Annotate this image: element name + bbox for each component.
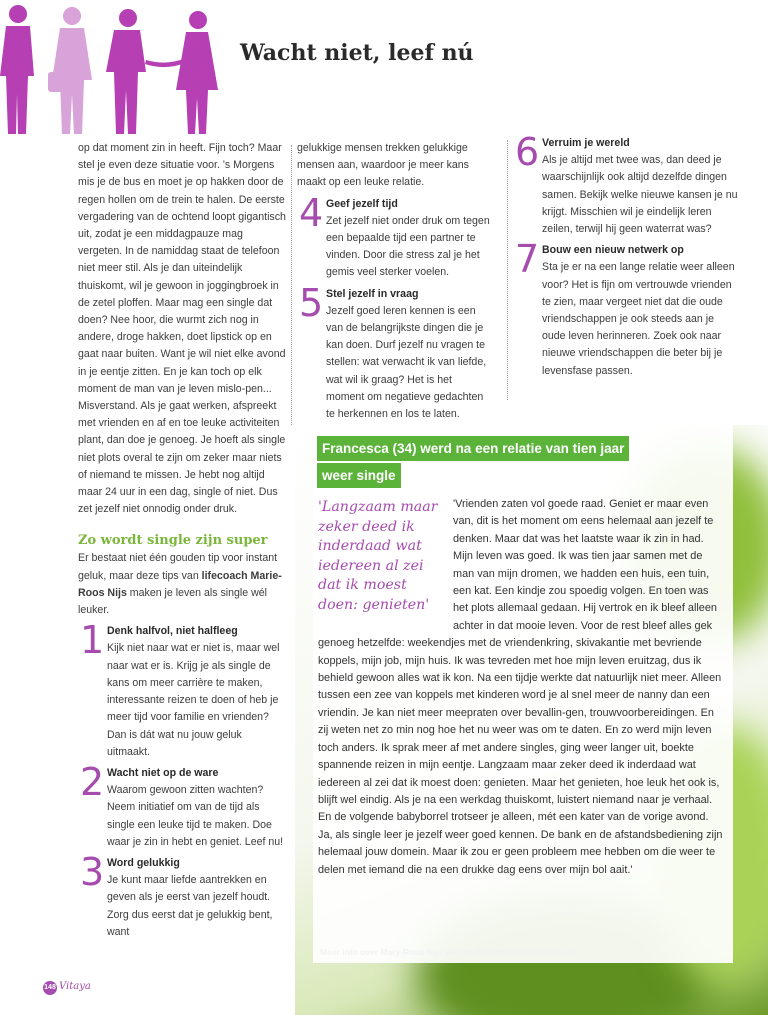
tip-heading: Denk halfvol, niet halfleeg: [107, 625, 238, 638]
tip-1: [78, 618, 286, 761]
tip-text: Je kunt maar liefde aantrekken en geven als je eerst van jezelf houdt. Zorg dus eerst dat je gelukkig bent, want: [107, 874, 273, 938]
tip-text: Sta je er na een lange relatie weer alleen voor? Het is fijn om vertrouwde vrienden te zien, maar vergeet niet dat die oude vriendschappen je ook steeds aan je oude leven herinneren. Zoek ook naar nieuwe vriendschappen die beter bij je levensfase passen.: [542, 261, 735, 377]
column-3: [513, 130, 738, 380]
tip-text: Waarom gewoon zitten wachten? Neem initiatief om van de tijd als single een leuke tijd te maken. Doe waar je zin in hebt en geniet. Leef nu!: [107, 784, 284, 848]
tip-heading: Word gelukkig: [107, 856, 180, 869]
section-intro-text: Er bestaat niet één gouden tip voor instant geluk, maar deze tips van: [78, 552, 278, 582]
tip-text: Jezelf goed leren kennen is een van de belangrijkste dingen die je kan doen. Durf jezelf nu vragen te stellen: wat verwacht ik van liefde, wat wil ik graag? Het is het moment om negatieve gedachten te herkennen en los te laten.: [326, 304, 487, 421]
tip-text: Zet jezelf niet onder druk om tegen een bepaalde tijd een partner te vinden. Door die stress zal je het gemis veel sterker voelen.: [326, 214, 490, 279]
footer-note: Meer info over Mary-Roos Nijs vind je op www.innerwellness.be: [320, 947, 578, 957]
brand-logo: Vitaya: [59, 981, 91, 992]
column-2-intro: gelukkige mensen trekken gelukkige mensen aan, waardoor je meer kans maakt op een leuke relatie.: [297, 142, 469, 189]
tip-heading: Verruim je wereld: [542, 137, 630, 149]
tip-heading: Wacht niet op de ware: [107, 766, 219, 779]
tip-text: Als je altijd met twee was, dan deed je waarschijnlijk ook altijd dezelfde dingen samen. Bekijk welke nieuwe kansen je nu krijgt. Misschien wil je eindelijk leren zeilen, terwijl hij geen waterrat was?: [542, 154, 738, 236]
tip-7: [513, 237, 738, 380]
page-number: 148: [43, 981, 57, 995]
tip-number: 6: [515, 130, 540, 174]
section-intro-bold: lifecoach Marie-Roos Nijs: [78, 569, 282, 599]
tip-number: 4: [299, 190, 324, 235]
tip-number: 7: [515, 237, 540, 282]
silhouettes-illustration: [0, 0, 235, 135]
column-divider: [291, 145, 292, 425]
section-intro-text: maken je leven als single wél leuker.: [78, 586, 268, 617]
tip-5: [297, 280, 492, 424]
tip-heading: Bouw een nieuw netwerk op: [542, 244, 684, 257]
tip-heading: Stel jezelf in vraag: [326, 287, 419, 300]
column-2: [297, 140, 492, 423]
page-footer: [43, 981, 91, 995]
column-1: [78, 140, 286, 941]
tip-3: [78, 849, 286, 941]
banner-line: weer single: [317, 463, 401, 488]
tip-number: 1: [80, 618, 105, 663]
tip-text: Kijk niet naar wat er niet is, maar wel naar wat er is. Krijg je als single de kans om meer carrière te maken, interessante reizen te doen of heb je meer tijd voor familie en vrienden? Dan is dát wat nu jouw geluk uitmaakt.: [107, 642, 280, 758]
page-title: Wacht niet, leef nú: [240, 40, 474, 66]
section-intro: [78, 550, 286, 619]
tip-heading: Geef jezelf tijd: [326, 197, 398, 210]
column-1-intro: op dat moment zin in heeft. Fijn toch? Maar stel je even deze situatie voor. 's Morgens mis je de bus en moet je op hakken door de regen hollen om de trein te halen. De eerste vergadering van de ochtend loopt gigantisch uit, zodat je een middagpauze mag vergeten. In de namiddag staat de telefoon niet meer stil. Als je dan uiteindelijk thuiskomt, wil je gewoon in joggingbroek in de zetel ploffen. Maar mag een single dat doen? Nee hoor, die wurmt zich nog in andere, droge hakken, doet lipstick op en gaat naar buiten. Want je wil niet elke avond in je eentje zitten. En je kan toch op elk moment de man van je leven mislo-pen... Misverstand. Als je gaat werken, afspreekt met vrienden en af en toe leuke activiteiten plant, dan doe je genoeg. Je hoeft als single niet plots overal te zijn om zeker maar niets of niemand te missen. Je hebt nog altijd maar 24 uur in een dag, single of niet. Dus zet jezelf niet onnodig onder druk.: [78, 142, 286, 516]
story-banner: [317, 436, 629, 490]
pull-quote: 'Langzaam maar zeker deed ik inderdaad wat iedereen al zei dat ik moest doen: genieten': [318, 499, 438, 613]
tip-6: [513, 130, 738, 238]
banner-line: Francesca (34) werd na een relatie van tien jaar: [317, 436, 629, 461]
column-divider: [507, 140, 508, 400]
story-text: 'Vrienden zaten vol goede raad. Geniet er maar even van, dit is het moment om eens helemaal aan jezelf te denken. Maar dat was het laatste waar ik zin in had. Mijn leven was goed. Ik was tien jaar samen met de man van mijn dromen, we hadden een huis, een tuin, een kat. Een kindje zou spoedig volgen. En toen was het plots allemaal gedaan. Hij vertrok en ik bleef alleen achter in dat mooie leven. Voor de rest bleef alles gek genoeg hetzelfde: weekendjes met de vriendenkring, skivakantie met bevriende koppels, mijn job, mijn huis. Ik was tevreden met hoe mijn leven eruitzag, dus ik behield gewoon alles wat ik kon. Na een tijdje werkte dat natuurlijk niet meer. Alleen tussen een zee van koppels met kinderen word je al snel meer de nanny dan een vriendin. Je kan niet meer meepraten over bevallin-gen, trouwvoorbereidingen. En zij weten net zo min nog hoe het nu weer was om te daten. En zo werd mijn leven toch anders. Ik sprak meer af met andere singles, ging weer langer uit, boekte spannende reizen in mijn eentje. Langzaam maar zeker deed ik inderdaad wat iedereen al zei dat ik moest doen: genieten. Maar het genieten, hoe leuk het ook is, blijft wel eindig. Als je na een werkdag thuiskomt, luistert niemand naar je verhaal. En de volgende babyborrel trotseer je alleen, mét een kater van de vorige avond. Ja, als single leer je jezelf weer goed kennen. De bank en de afstandsbediening zijn helemaal jouw domein. Maar ik zou er geen probleem mee hebben om die weer te delen met iemand die na een drukke dag eens over mijn bol aait.': [318, 498, 723, 876]
tip-4: [297, 190, 492, 282]
tip-2: [78, 759, 286, 851]
section-title: Zo wordt single zijn super: [78, 533, 268, 549]
tip-number: 3: [80, 849, 105, 894]
tip-number: 5: [299, 280, 324, 325]
tip-number: 2: [80, 759, 105, 804]
